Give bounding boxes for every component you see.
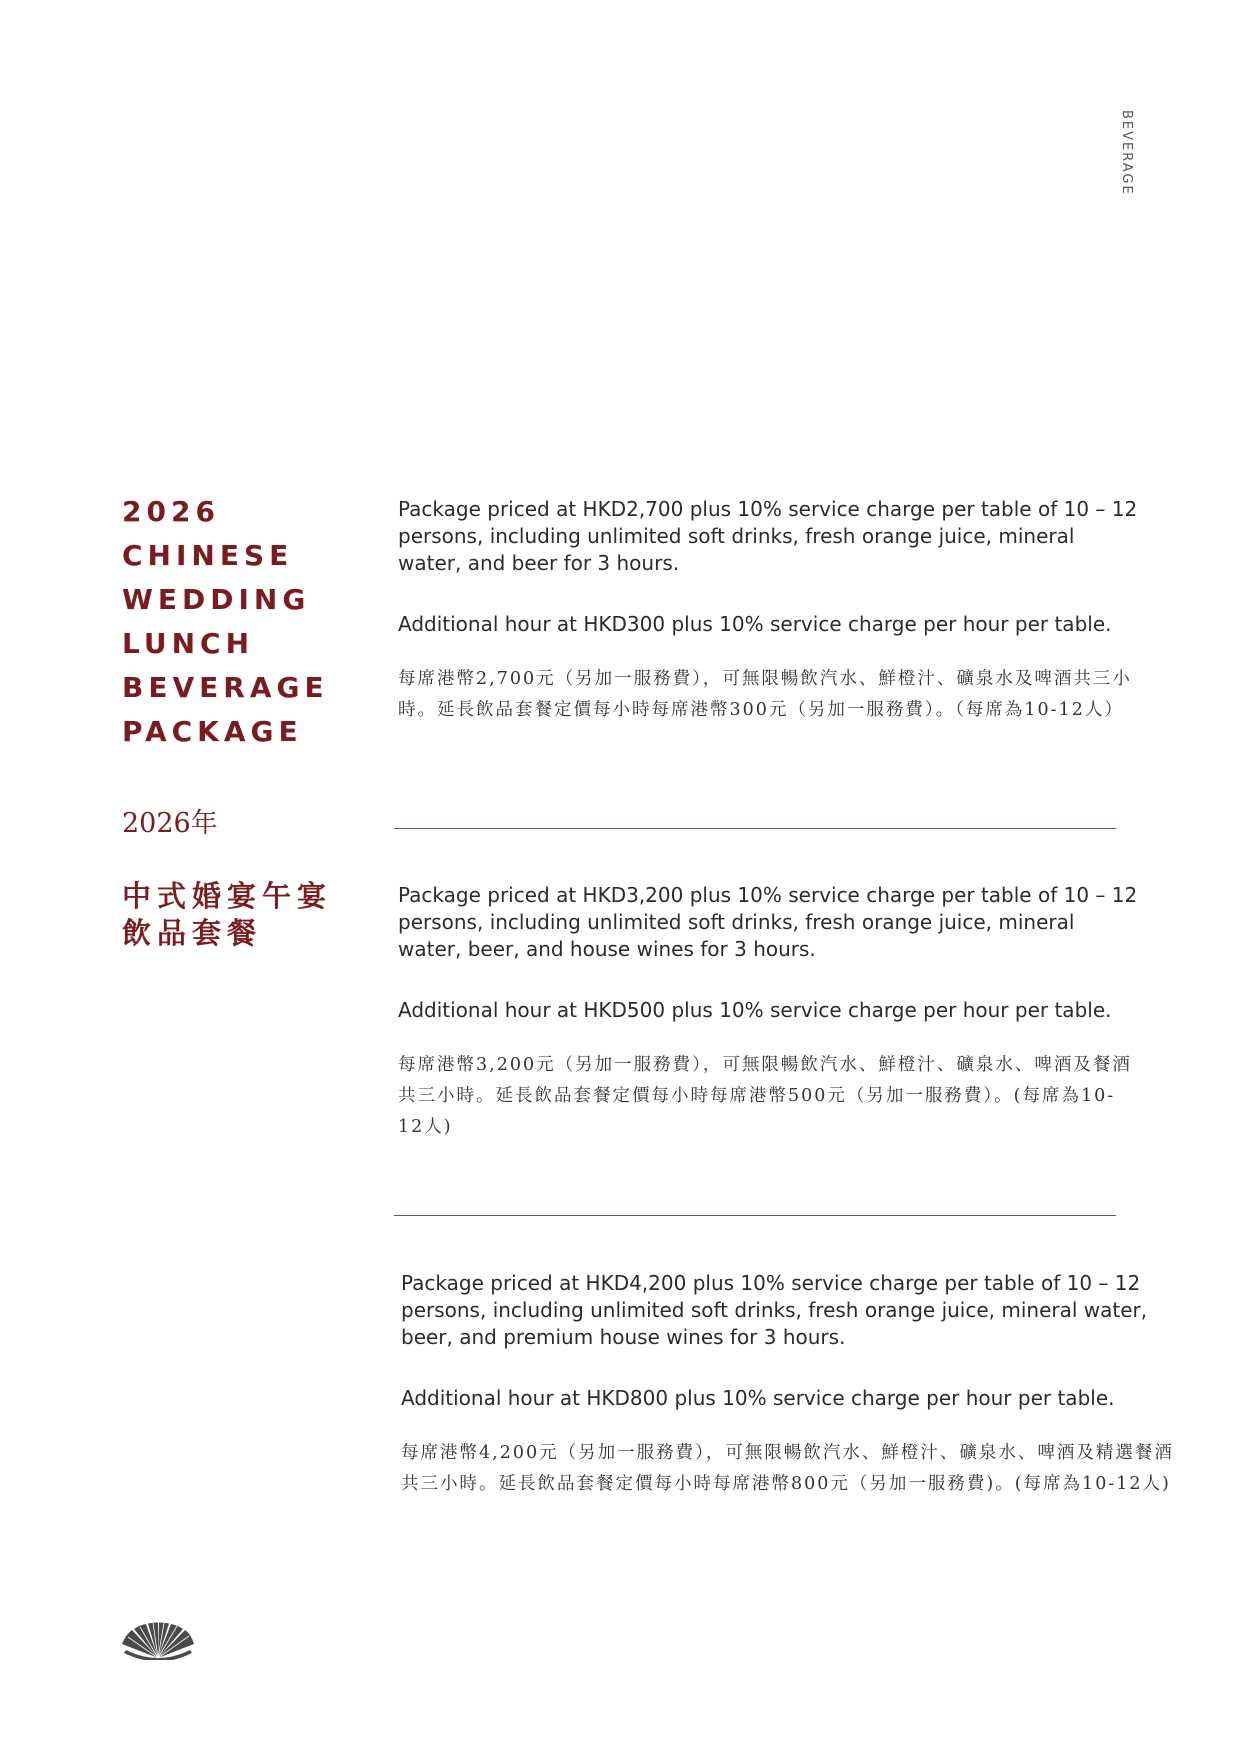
heading-year-cn: 2026年 bbox=[122, 808, 218, 839]
package-1 bbox=[398, 496, 1138, 726]
package-3 bbox=[401, 1270, 1176, 1500]
package-3-description-cn: 每席港幣4,200元（另加一服務費），可無限暢飲汽水、鮮橙汁、礦泉水、啤酒及精選餐酒共三小時。延長飲品套餐定價每小時每席港幣800元（另加一服務費)。(每席為10-12人) bbox=[401, 1443, 1174, 1494]
heading-line-wedding: WEDDING bbox=[122, 583, 311, 616]
section-divider bbox=[394, 828, 1116, 829]
section-divider bbox=[394, 1215, 1116, 1216]
package-2-additional-hour: Additional hour at HKD500 plus 10% service charge per hour per table. bbox=[398, 998, 1112, 1022]
fan-icon bbox=[120, 1622, 196, 1665]
heading-line-chinese: CHINESE bbox=[122, 539, 294, 572]
package-2 bbox=[398, 882, 1138, 1143]
heading-line-year: 2026 bbox=[122, 495, 220, 528]
heading-title-cn-line-1: 中式婚宴午宴 bbox=[122, 879, 333, 913]
heading-line-beverage: BEVERAGE bbox=[122, 671, 329, 704]
heading-title-cn-line-2: 飲品套餐 bbox=[122, 916, 263, 950]
package-1-description: Package priced at HKD2,700 plus 10% service charge per table of 10 – 12 persons, including unlimited soft drinks, fresh orange juice, mineral water, and beer for 3 hours. bbox=[398, 497, 1138, 575]
package-3-description: Package priced at HKD4,200 plus 10% service charge per table of 10 – 12 persons, including unlimited soft drinks, fresh orange juice, mineral water, beer, and premium house wines for 3 hours. bbox=[401, 1271, 1148, 1349]
heading-line-lunch: LUNCH bbox=[122, 627, 254, 660]
package-1-description-cn: 每席港幣2,700元（另加一服務費），可無限暢飲汽水、鮮橙汁、礦泉水及啤酒共三小時。延長飲品套餐定價每小時每席港幣300元（另加一服務費）。（每席為10-12人） bbox=[398, 669, 1132, 720]
package-3-additional-hour: Additional hour at HKD800 plus 10% service charge per hour per table. bbox=[401, 1386, 1115, 1410]
heading-title-cn bbox=[122, 878, 382, 952]
page-heading bbox=[122, 490, 382, 952]
package-1-additional-hour: Additional hour at HKD300 plus 10% service charge per hour per table. bbox=[398, 612, 1112, 636]
package-2-description-cn: 每席港幣3,200元（另加一服務費），可無限暢飲汽水、鮮橙汁、礦泉水、啤酒及餐酒共三小時。延長飲品套餐定價每小時每席港幣500元（另加一服務費）。(每席為10-12人) bbox=[398, 1055, 1132, 1137]
heading-line-package: PACKAGE bbox=[122, 715, 303, 748]
package-2-description: Package priced at HKD3,200 plus 10% service charge per table of 10 – 12 persons, including unlimited soft drinks, fresh orange juice, mineral water, beer, and house wines for 3 hours. bbox=[398, 883, 1138, 961]
section-side-label: BEVERAGE bbox=[1119, 110, 1134, 196]
